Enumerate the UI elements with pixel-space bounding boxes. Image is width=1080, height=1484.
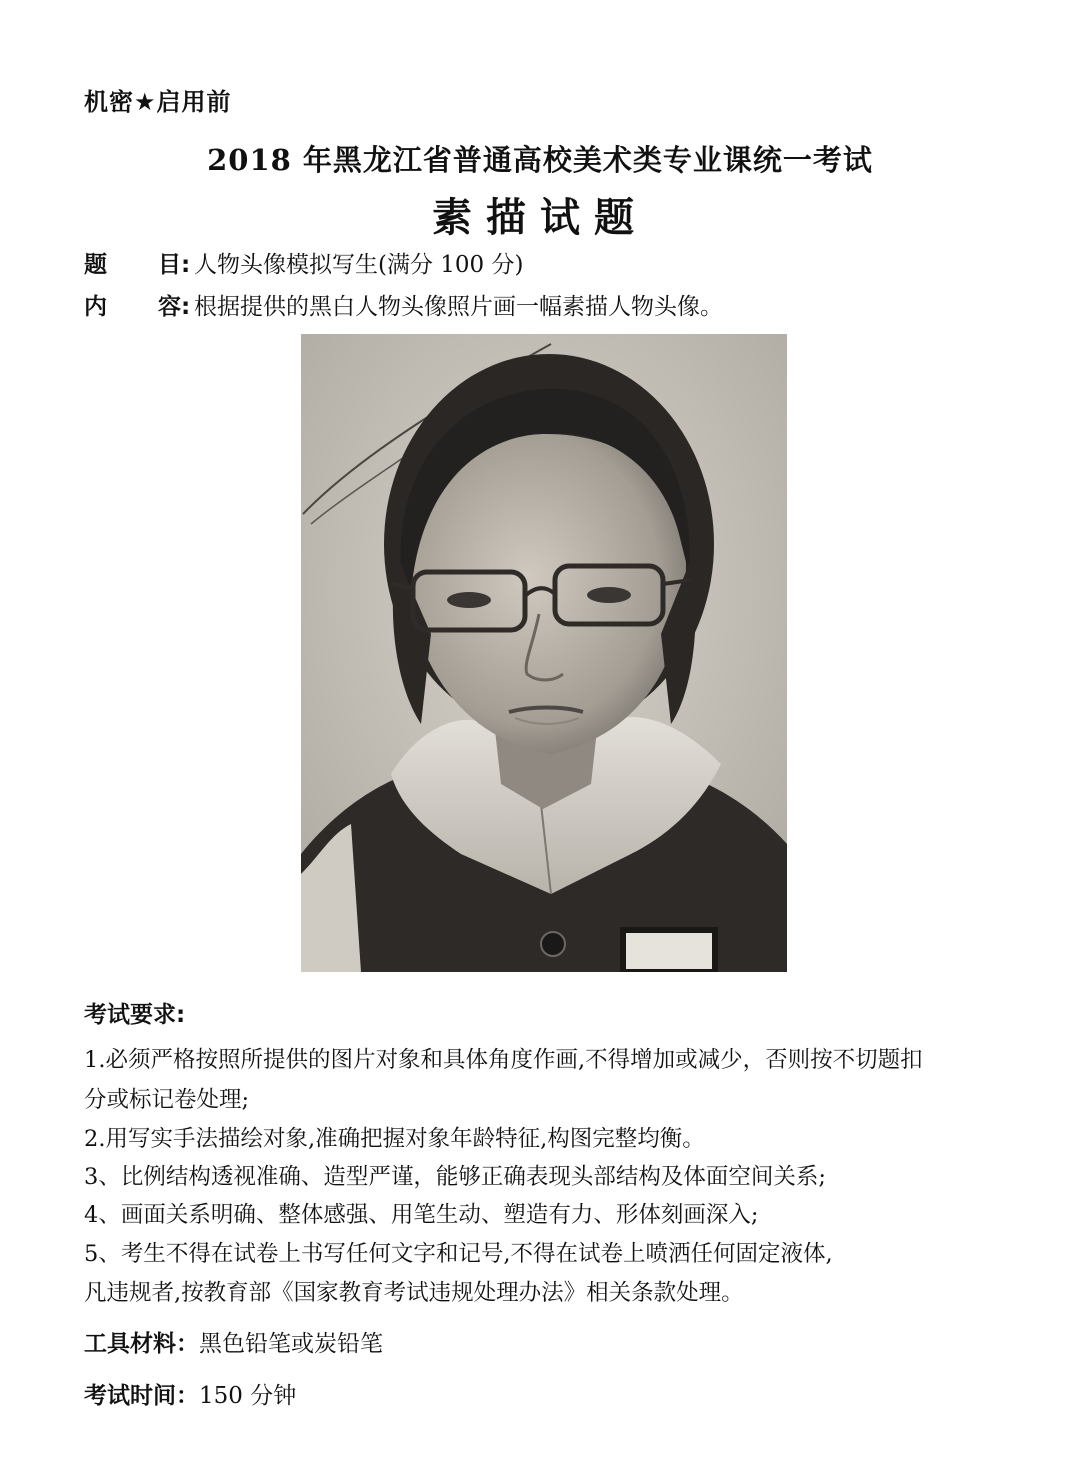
content-label xyxy=(84,292,194,322)
confidential-mark: 机密★启用前 xyxy=(84,88,232,116)
time-label: 考试时间： xyxy=(84,1383,199,1409)
topic-label-char-2: 目: xyxy=(158,252,191,278)
requirement-line: 凡违规者,按教育部《国家教育考试违规处理办法》相关条款处理。 xyxy=(84,1280,744,1306)
requirement-line: 2.用写实手法描绘对象,准确把握对象年龄特征,构图完整均衡。 xyxy=(84,1126,705,1152)
requirement-line: 1.必须严格按照所提供的图片对象和具体角度作画,不得增加或减少，否则按不切题扣 xyxy=(84,1047,923,1073)
exam-subtitle: 素描试题 xyxy=(432,195,648,241)
time-value: 150 分钟 xyxy=(199,1383,297,1409)
content-value: 根据提供的黑白人物头像照片画一幅素描人物头像。 xyxy=(194,294,723,320)
content-row xyxy=(84,292,723,322)
requirement-line: 5、考生不得在试卷上书写任何文字和记号,不得在试卷上喷洒任何固定液体, xyxy=(84,1241,833,1267)
topic-value: 人物头像模拟写生(满分 100 分) xyxy=(194,252,524,278)
requirements-heading: 考试要求: xyxy=(84,1002,186,1028)
topic-label xyxy=(84,250,194,280)
time-row xyxy=(84,1377,296,1410)
tools-value: 黑色铅笔或炭铅笔 xyxy=(199,1331,383,1357)
requirement-line: 4、画面关系明确、整体感强、用笔生动、塑造有力、形体刻画深入; xyxy=(84,1202,759,1228)
requirement-line: 分或标记卷处理; xyxy=(84,1087,250,1113)
topic-label-char-1: 题 xyxy=(84,252,107,278)
portrait-photo xyxy=(301,334,787,972)
topic-row xyxy=(84,250,523,280)
requirement-line: 3、比例结构透视准确、造型严谨，能够正确表现头部结构及体面空间关系; xyxy=(84,1164,826,1190)
tools-label: 工具材料： xyxy=(84,1331,199,1357)
exam-title: 2018 年黑龙江省普通高校美术类专业课统一考试 xyxy=(207,143,873,177)
content-label-char-2: 容: xyxy=(158,294,191,320)
content-label-char-1: 内 xyxy=(84,294,107,320)
tools-row xyxy=(84,1325,383,1358)
